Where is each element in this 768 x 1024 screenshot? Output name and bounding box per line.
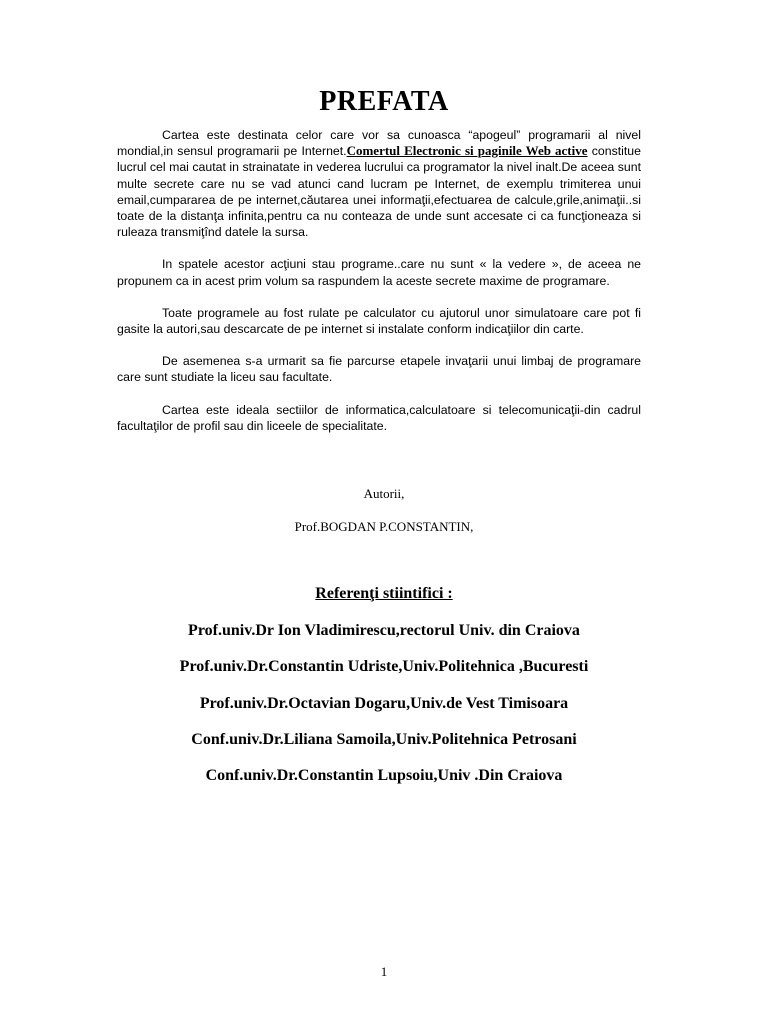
authors-label: Autorii, [363,486,405,501]
referee-line: Conf.univ.Dr.Constantin Lupsoiu,Univ .Din Craiova [205,767,563,784]
referee-line: Conf.univ.Dr.Liliana Samoila,Univ.Politehnica Petrosani [191,731,577,748]
page-title: PREFATA [319,86,449,117]
paragraph-5: Cartea este ideala sectiilor de informatica,calculatoare si telecomunicaţii-din cadrul facultaţilor de profil sau din liceele de specialitate. [117,402,641,433]
page-number: 1 [380,964,388,979]
preface-body [117,127,641,450]
referees-heading: Referenţi stiintifici : [315,585,453,602]
paragraph-1-emphasis: Comertul Electronic si paginile Web active [346,143,588,159]
author-name: Prof.BOGDAN P.CONSTANTIN, [294,519,474,534]
paragraph-1 [117,127,641,240]
paragraph-1-text-end: constitue lucrul cel mai cautat in strainatate in vederea lucrului ca programator la nivel inalt.De aceea sunt multe secrete care nu se vad atunci cand lucram pe Internet, de exemplu trimiterea unui email,cumpararea de pe internet,căutarea unei informaţii,efectuarea de calcule,grile,animaţii..si toate de la distanţa infinita,pentru ca nu conteaza de unde sunt accesate ci ca funcţioneaza si ruleaza transmiţînd datele la sursa. [117,144,641,240]
paragraph-3: Toate programele au fost rulate pe calculator cu ajutorul unor simulatoare care pot fi gasite la autori,sau descarcate de pe internet si instalate conform indicaţiilor din carte. [117,305,641,337]
referee-line: Prof.univ.Dr.Octavian Dogaru,Univ.de Vest Timisoara [199,695,569,712]
paragraph-2: In spatele acestor acţiuni stau programe..care nu sunt « la vedere », de aceea ne propunem ca in acest prim volum sa raspundem la aceste secrete maxime de programare. [117,257,641,288]
referee-line: Prof.univ.Dr Ion Vladimirescu,rectorul Univ. din Craiova [188,622,580,639]
paragraph-4: De asemenea s-a urmarit sa fie parcurse etapele invaţarii unui limbaj de programare care sunt studiate la liceu sau facultate. [117,354,641,385]
referee-line: Prof.univ.Dr.Constantin Udriste,Univ.Politehnica ,Bucuresti [179,658,589,675]
paragraph-1-text-start: Cartea este destinata celor care vor sa cunoasca “apogeul” programarii al nivel mondial,in sensul programarii pe Internet. [117,128,641,159]
